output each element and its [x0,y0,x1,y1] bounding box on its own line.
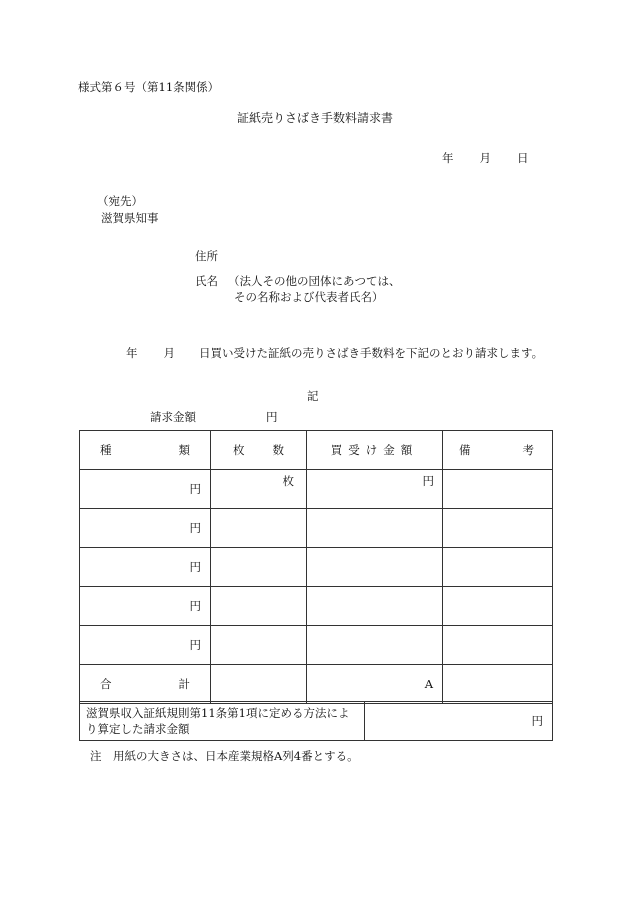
name-line [195,273,401,289]
remark-cell[interactable] [443,587,553,626]
table-row [80,509,553,548]
table-header-row [80,431,553,470]
count-cell[interactable] [211,626,307,665]
total-label [80,665,211,704]
total-purchase-cell[interactable] [307,665,443,704]
purchase-cell[interactable] [307,509,443,548]
total-label-b: 計 [178,677,190,691]
document-title: 証紙売りさばき手数料請求書 [237,111,394,125]
yen-unit: 円 [189,521,201,535]
form-number: 様式第６号（第11条関係） [78,80,220,94]
header-remark [443,431,553,470]
header-type [80,431,211,470]
yen-unit: 円 [189,482,201,496]
header-remark-a: 備 [459,443,471,457]
total-count-cell[interactable] [211,665,307,704]
purchase-cell[interactable] [307,626,443,665]
header-type-b: 類 [178,443,190,457]
header-purchase-text: 買受け金額 [330,443,419,457]
request-month: 月 [163,346,175,360]
date-line [442,150,529,166]
name-note-line2: その名称および代表者氏名） [234,290,384,304]
calc-amount-cell[interactable] [365,702,553,741]
detail-table [79,430,553,704]
purchase-cell[interactable] [307,548,443,587]
purchase-cell[interactable] [307,470,443,509]
table-row [80,626,553,665]
date-day: 日 [517,151,529,165]
remark-cell[interactable] [443,509,553,548]
yen-unit: 円 [531,714,543,728]
type-cell[interactable] [80,587,211,626]
request-year: 年 [126,346,138,360]
request-sentence [126,345,543,361]
name-label: 氏名 [195,274,218,288]
type-cell[interactable] [80,509,211,548]
request-text: 日買い受けた証紙の売りさばき手数料を下記のとおり請求します。 [199,346,544,360]
table-row [80,548,553,587]
header-count-a: 枚 [233,443,245,457]
yen-unit: 円 [422,474,434,488]
purchase-cell[interactable] [307,587,443,626]
total-marker: A [424,677,433,691]
count-cell[interactable] [211,548,307,587]
yen-unit: 円 [189,599,201,613]
name-note-line1: （法人その他の団体にあつては、 [228,274,401,288]
date-month: 月 [479,151,491,165]
calc-row [80,702,553,741]
table-row [80,587,553,626]
calc-label-cell [80,702,365,741]
header-type-a: 種 [100,443,112,457]
table-row [80,470,553,509]
address-label: 住所 [195,249,218,263]
addressee-name: 滋賀県知事 [101,211,159,225]
addressee-label: （宛先） [97,194,143,208]
count-cell[interactable] [211,470,307,509]
header-remark-b: 考 [522,443,534,457]
count-cell[interactable] [211,509,307,548]
type-cell[interactable] [80,548,211,587]
ki-heading: 記 [307,389,319,403]
total-row [80,665,553,704]
header-count-b: 数 [272,443,284,457]
calc-label: 滋賀県収入証紙規則第11条第1項に定める方法により算定した請求金額 [86,706,350,736]
date-year: 年 [442,151,454,165]
header-purchase [307,431,443,470]
footnote: 注 用紙の大きさは、日本産業規格A列4番とする。 [90,749,359,763]
calc-table [79,701,553,741]
yen-unit: 円 [189,638,201,652]
amount-unit: 円 [266,410,278,424]
count-cell[interactable] [211,587,307,626]
type-cell[interactable] [80,470,211,509]
remark-cell[interactable] [443,470,553,509]
sheets-unit: 枚 [282,474,294,488]
yen-unit: 円 [189,560,201,574]
total-remark-cell[interactable] [443,665,553,704]
type-cell[interactable] [80,626,211,665]
remark-cell[interactable] [443,548,553,587]
remark-cell[interactable] [443,626,553,665]
header-count [211,431,307,470]
total-label-a: 合 [100,677,112,691]
amount-label: 請求金額 [150,410,196,424]
